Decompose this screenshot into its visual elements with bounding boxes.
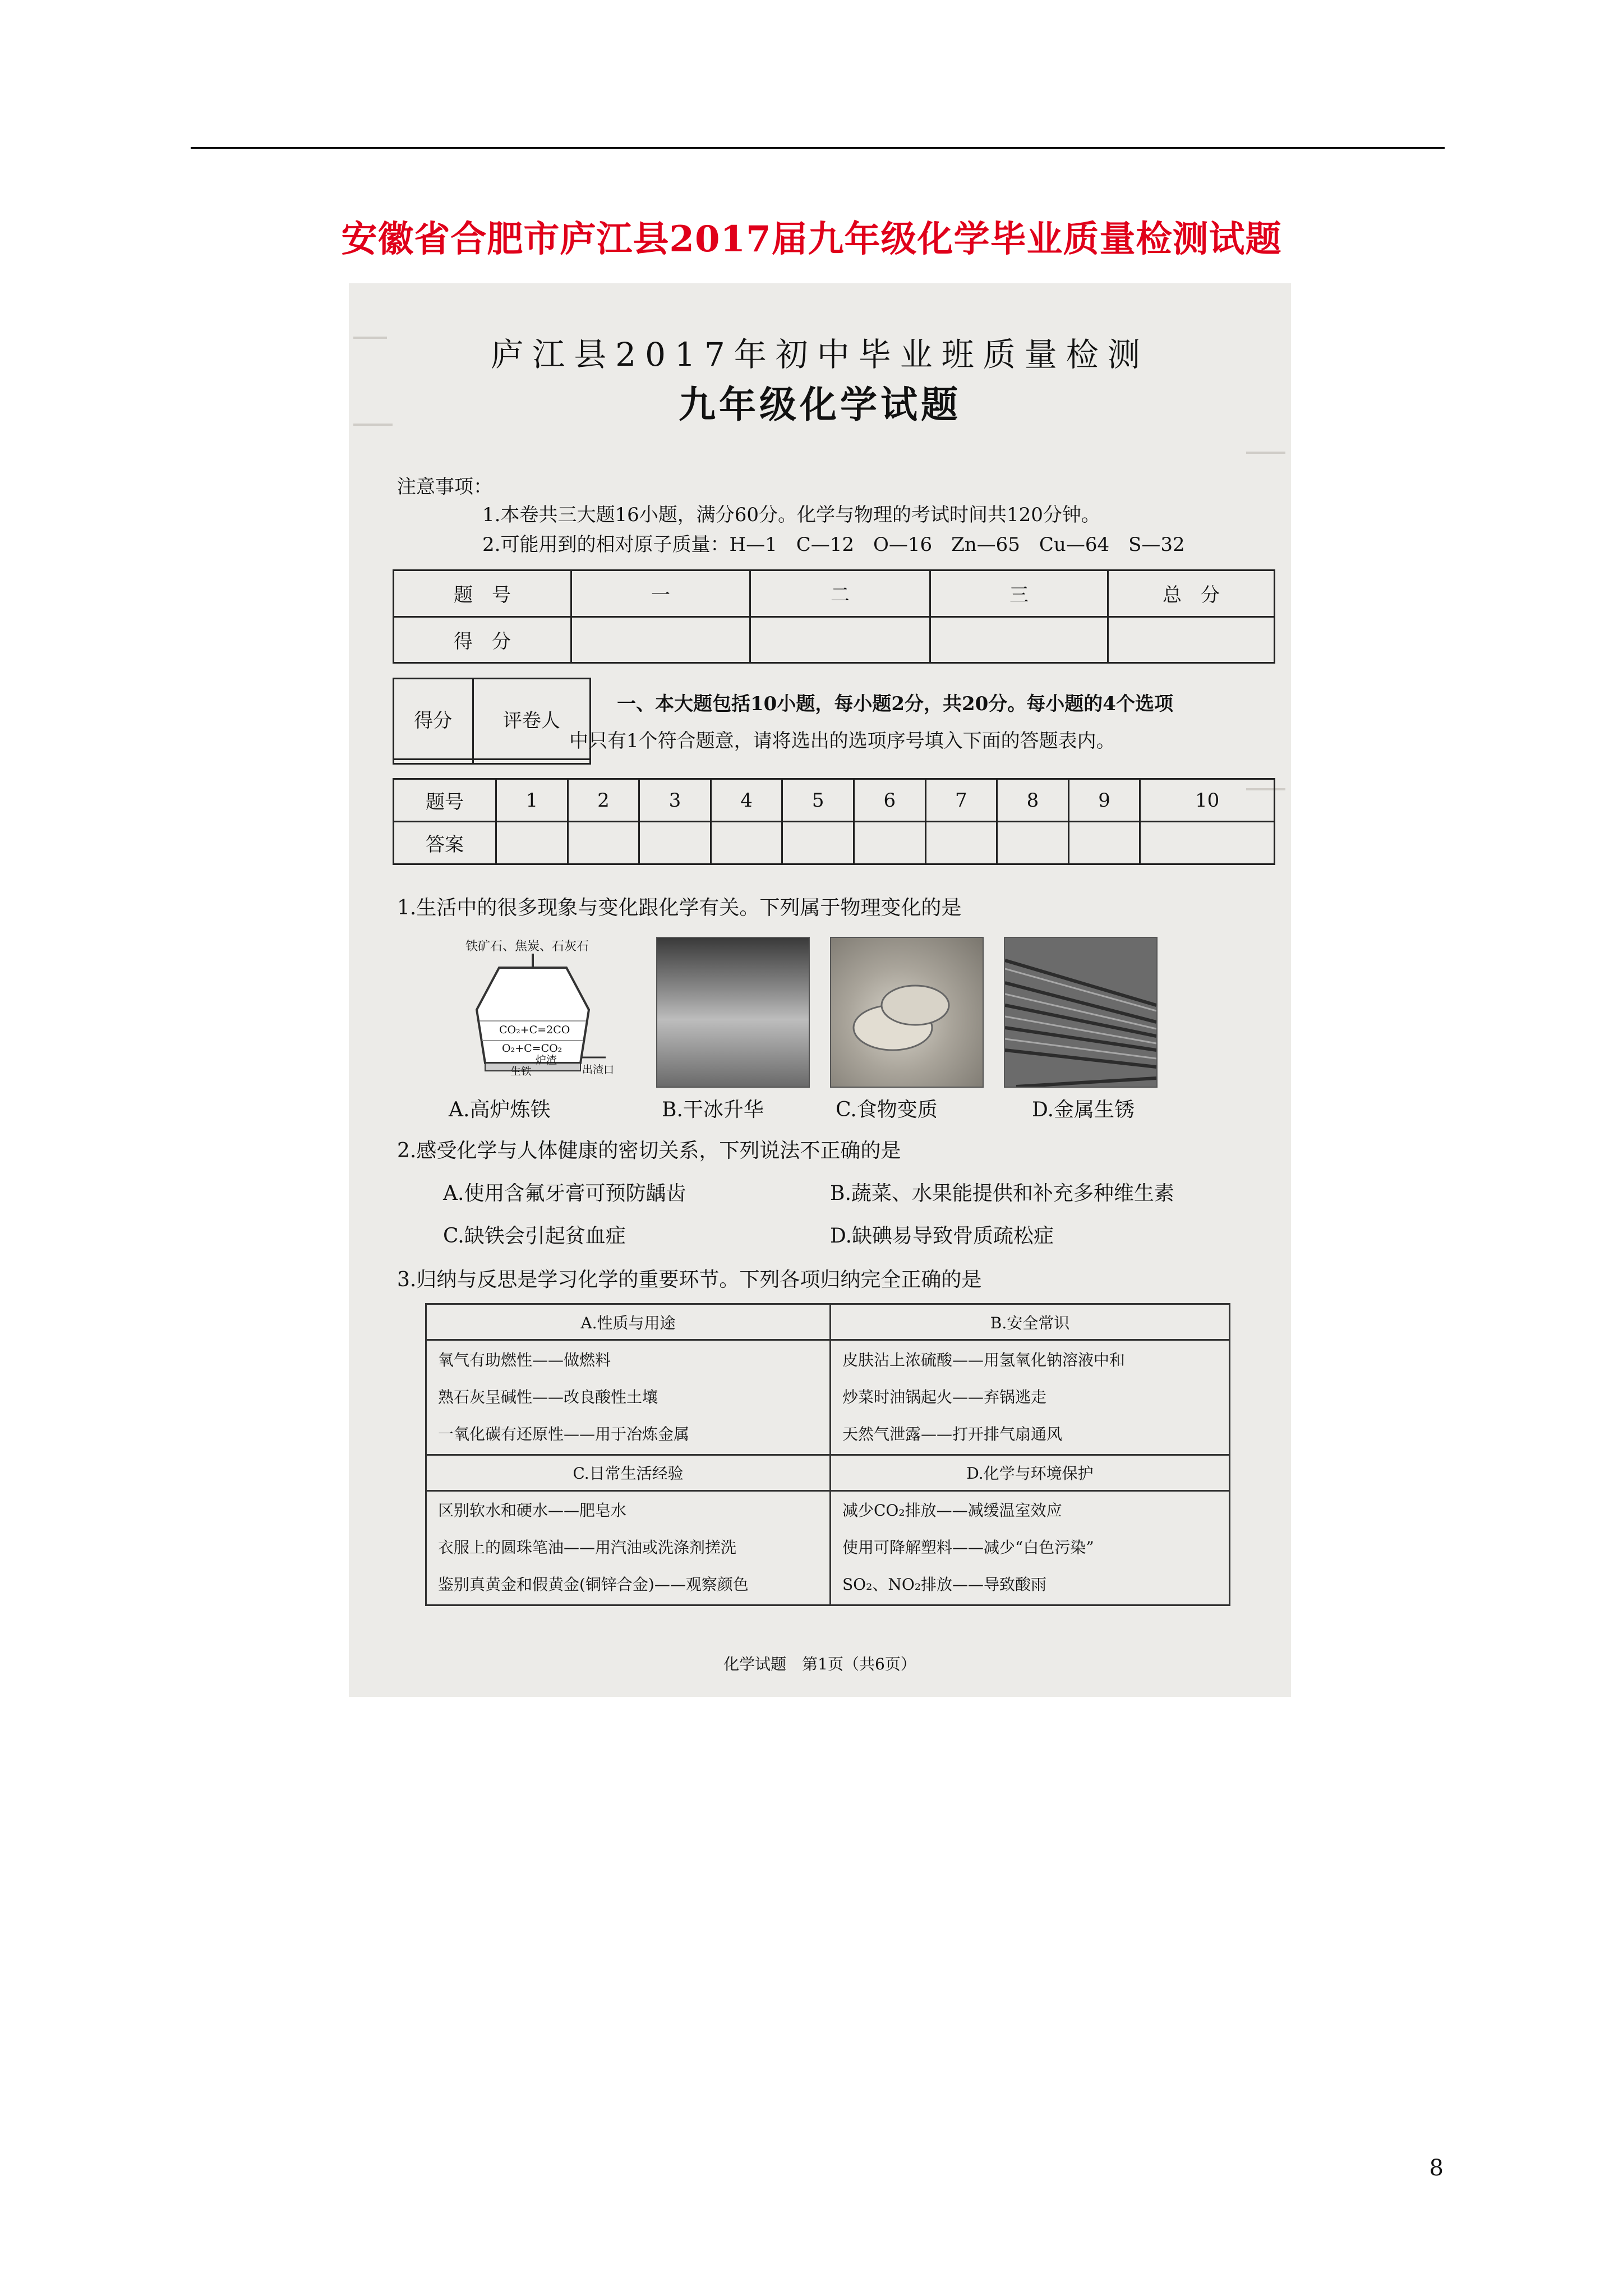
score-header-cell: 题 号 [394,570,571,617]
exam-title: 九年级化学试题 [679,383,961,426]
furnace-label: O₂+C=CO₂ [502,1042,562,1055]
q3-c-line: 衣服上的圆珠笔油——用汽油或洗涤剂搓洗 [438,1538,737,1557]
answer-number: 8 [997,779,1069,822]
answer-number: 10 [1140,779,1275,822]
scanned-exam-page [349,283,1291,1697]
answer-label: 答案 [394,822,496,864]
score-header-cell: 总 分 [1108,570,1275,617]
answer-number-label: 题号 [394,779,496,822]
exam-page-footer: 化学试题 第1页（共6页） [723,1655,916,1673]
q1-option-d: D.金属生锈 [1032,1098,1135,1121]
q3-a-heading: A.性质与用途 [426,1304,831,1340]
score-cell [571,616,750,663]
furnace-label: 生铁 [510,1065,532,1078]
answer-cell [925,822,997,864]
q3-c-content [426,1490,831,1605]
answer-number: 4 [711,779,782,822]
question-1-stem: 1.生活中的很多现象与变化跟化学有关。下列属于物理变化的是 [397,896,962,919]
page-number: 8 [1429,2155,1444,2181]
answer-number: 9 [1068,779,1140,822]
answer-cell [1140,822,1275,864]
score-header-cell: 三 [930,570,1108,617]
q1-option-c: C.食物变质 [836,1098,938,1121]
answer-cell [1068,822,1140,864]
q3-d-heading: D.化学与环境保护 [831,1455,1230,1490]
answer-cell [639,822,711,864]
q3-b-line: 炒菜时油锅起火——弃锅逃走 [842,1387,1047,1406]
answer-number: 6 [854,779,925,822]
q1-option-a: A.高炉炼铁 [449,1098,551,1121]
score-cell [930,616,1108,663]
answer-number: 7 [925,779,997,822]
furnace-label: CO₂+C=2CO [499,1024,570,1036]
q3-b-line: 天然气泄露——打开排气扇通风 [842,1424,1063,1443]
top-rule [191,147,1445,149]
grader-label: 评卷人 [473,679,590,760]
q3-b-content [831,1340,1230,1455]
grader-cell [394,759,473,763]
question-2-stem: 2.感受化学与人体健康的密切关系，下列说法不正确的是 [397,1139,901,1162]
q2-option-a: A.使用含氟牙膏可预防龋齿 [443,1182,686,1205]
q3-b-line: 皮肤沾上浓硫酸——用氢氧化钠溶液中和 [842,1350,1126,1369]
rusted-metal-photo [1004,937,1158,1088]
q3-a-content [426,1340,831,1455]
q2-option-d: D.缺碘易导致骨质疏松症 [830,1225,1054,1248]
answer-cell [997,822,1069,864]
answer-number: 3 [639,779,711,822]
q3-c-heading: C.日常生活经验 [426,1455,831,1490]
score-header-cell: 二 [750,570,930,617]
furnace-label: 铁矿石、焦炭、石灰石 [465,940,589,954]
score-cell [1108,616,1275,663]
q3-a-line: 一氧化碳有还原性——用于冶炼金属 [438,1424,690,1443]
question-3-stem: 3.归纳与反思是学习化学的重要环节。下列各项归纳完全正确的是 [397,1268,982,1291]
q2-option-c: C.缺铁会引起贫血症 [443,1225,626,1248]
answer-cell [854,822,925,864]
dry-ice-photo [656,937,810,1088]
q3-a-line: 熟石灰呈碱性——改良酸性土壤 [438,1387,658,1406]
answer-cell [496,822,568,864]
q3-a-line: 氧气有助燃性——做燃料 [438,1350,611,1369]
answer-number: 1 [496,779,568,822]
q3-d-line: SO₂、NO₂排放——导致酸雨 [842,1575,1047,1594]
answer-cell [711,822,782,864]
score-label-cell: 得 分 [394,616,571,663]
furnace-label: 出渣口 [582,1064,615,1076]
grader-score-label: 得分 [394,679,473,760]
note-line: 1.本卷共三大题16小题，满分60分。化学与物理的考试时间共120分钟。 [482,504,1100,526]
spoiled-food-photo [830,937,984,1088]
blast-furnace-diagram [454,937,615,1094]
answer-cell [782,822,854,864]
exam-header: 庐江县2017年初中毕业班质量检测 [491,335,1149,374]
q3-d-line: 减少CO₂排放——减缓温室效应 [842,1501,1062,1520]
section1-instruction: 中只有1个符合题意，请将选出的选项序号填入下面的答题表内。 [569,730,1115,752]
score-table [393,569,1275,664]
q3-c-line: 鉴别真黄金和假黄金(铜锌合金)——观察颜色 [438,1575,749,1594]
score-cell [750,616,930,663]
q1-option-b: B.干冰升华 [662,1098,764,1121]
answer-number: 2 [568,779,639,822]
q3-d-content [831,1490,1230,1605]
answer-table [393,778,1275,865]
grader-table [393,678,591,765]
score-header-cell: 一 [571,570,750,617]
q2-option-b: B.蔬菜、水果能提供和补充多种维生素 [830,1182,1174,1205]
grader-cell [473,759,590,763]
q3-b-heading: B.安全常识 [831,1304,1230,1340]
notes-title: 注意事项： [397,476,492,498]
section1-instruction: 一、本大题包括10小题，每小题2分，共20分。每小题的4个选项 [617,693,1173,715]
q3-options-table [425,1303,1230,1606]
q3-c-line: 区别软水和硬水——肥皂水 [438,1501,627,1520]
note-line: 2.可能用到的相对原子质量：H—1 C—12 O—16 Zn—65 Cu—64 S—32 [482,533,1185,556]
document-title: 安徽省合肥市庐江县2017届九年级化学毕业质量检测试题 [341,218,1282,260]
answer-number: 5 [782,779,854,822]
furnace-label: 炉渣 [536,1054,557,1066]
q3-d-line: 使用可降解塑料——减少“白色污染” [842,1538,1094,1557]
answer-cell [568,822,639,864]
